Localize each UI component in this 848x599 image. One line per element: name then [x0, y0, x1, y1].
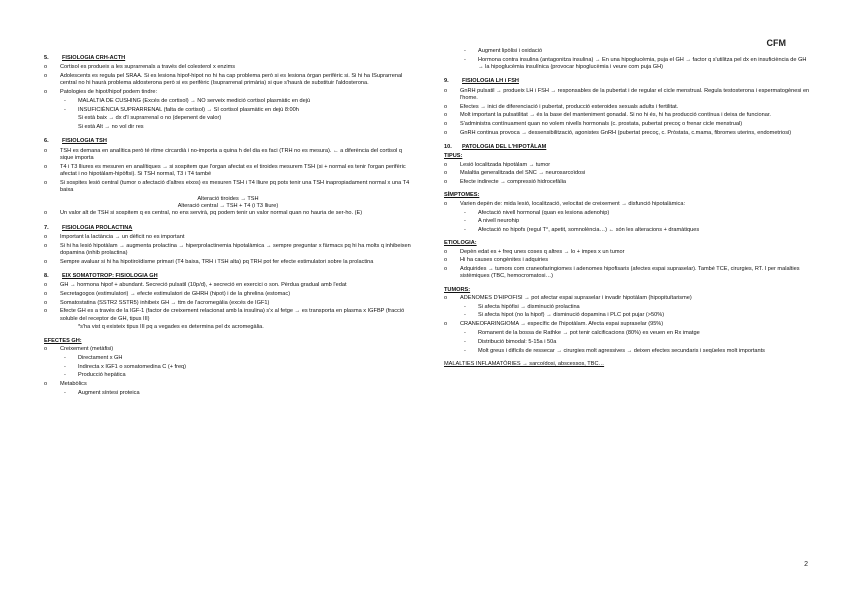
list-item: - Si afecta hipot (no la hipof) → disminució dopamina i PLC pot pujar (>50%)	[444, 312, 810, 319]
section-gh	[44, 273, 412, 332]
section-title: PATOLOGIA DEL L'HIPOTÀLAM	[462, 144, 547, 151]
centered-note: Alteració central → TSH + T4 (i T3 lliure)	[177, 203, 279, 210]
list-item: o T4 i T3 lliures es mesuren en analítiques → si sospitem que l'organ afectat es el tiroides mesurem TSH (si + normal es tenir l'organ perifèric afectat i no hipotàlam-hipòfisi). Si TSH normal, T3 i T4 també	[44, 164, 412, 179]
list-item: o Varien depèn de: mida lesió, localització, velocitat de creixement → disfunció hipotalàmica:	[444, 201, 810, 208]
list-item: o Lesió localitzada hipotàlam → tumor	[444, 162, 810, 169]
list-item: o GH → hormona hipof + abundant. Secreció pulsatil (10p/d), + secreció en exercici o son. Pèrdua gradual amb l'edat	[44, 282, 412, 289]
section-malalties-inflamatories	[444, 361, 810, 368]
list-item: o S'administra contínuament quan no volem nivells hormonals (c. prostata, pubertat precoç o frenar cicle menstrual)	[444, 121, 810, 128]
section-gh-continued	[444, 48, 810, 71]
list-item: o Adquirides → tumors com craneofaringiomes i adenomes hipofisaris (afectes espai supraselar). També TCE, cirurgies, RT. I per malalties sistèmiques (TBC, hemocromatosi…)	[444, 266, 810, 281]
list-item: - A nivell neurohip	[444, 218, 810, 225]
section-number: 5.	[44, 55, 49, 61]
section-efectes-gh	[44, 338, 412, 397]
section-title: FISIOLOGIA CRH-ACTH	[62, 55, 126, 61]
list-item: o GnRH pulsatil → produeix LH i FSH → responsables de la pubertat i de regular el cicle menstrual. Regula testosterona i espermatogènesi en l'home.	[444, 88, 810, 103]
list-item: Si està Alt → no vol dir res	[78, 124, 144, 131]
list-item: - Hormona contra insulina (antagonitza insulina) → En una hipoglucèmia, puja el GH → factor q s'utilitza pel dx en insuficiència de GH → la hipoglucèmia insulínica (provocar hipoglucèmia i veure com puja GH)	[444, 57, 810, 72]
brand-label: CFM	[766, 38, 786, 48]
section-tipus	[444, 153, 810, 186]
list-item: o TSH es demana en analítica però té ritme circardià i no-importa a quina h del dia es faci (TRH no es mesura). ← a diferència del cortisol q sique importa	[44, 148, 412, 163]
list-item: o Creixement (metàfisi)	[44, 346, 412, 353]
list-item: o Si hi ha lesió hipotàlam → augmenta prolactina → hiperprolactinemia hipotalàmica → sempre preguntar x fàrmacs pq hi ha molts q inhibeixen dopamina (inhib prolactina)	[44, 243, 412, 258]
section-number: 9.	[444, 78, 449, 85]
section-prolactina	[44, 225, 412, 266]
list-item: o Molt important la pulsatilitat → és la base del manteniment gonadal. Si no hi és, hi ha producció contínua i deixa de funcionar.	[444, 112, 810, 119]
subheading: SÍMPTOMES:	[444, 192, 480, 199]
list-item: o Sempre avaluar si hi ha hipotiroïdisme primari (T4 baixa, TRH i TSH alta) pq TRH pot fer efecte estimulatori sobre la prolactina	[44, 259, 412, 266]
list-item: - Indirecta x IGF1 o somatomedina C (+ freq)	[44, 364, 412, 371]
list-item: o Adolescents es regula pel SRAA. Si es lesiona hipof-hipot no hi ha cap problema però si es lesiona òrgan perifèric si. Si hi ha ISuprarrenal central no hi haurà problema aldosterona però si es perifèric (Isuprarrenal primària) si que s'haurà de substituir l'aldosterona.	[44, 73, 412, 88]
list-item: o Somatostatina (SSTR2 SSTR5) inhibeix GH → ttm de l'acromegàlia (excés de IGF1)	[44, 300, 412, 307]
section-tsh	[44, 138, 412, 217]
section-title: FISIOLOGIA LH i FSH	[462, 78, 519, 85]
section-number: 8.	[44, 272, 49, 279]
list-item: - Producció hepàtica	[44, 372, 412, 379]
section-title: EIX SOMATOTROP: FISIOLOGIA GH	[62, 272, 158, 279]
list-item: - Augment síntesi proteica	[44, 390, 412, 397]
subheading: EFECTES GH:	[44, 337, 82, 344]
list-item: o Depèn edat es + freq unes coses q altres → lo + impes x un tumor	[444, 249, 810, 256]
footnote: *s'ha vist q existeix tipus III pq a vegades es determina pel dx acromegàlia.	[78, 324, 264, 331]
list-item: o Cortisol es produeix a les suprarrenals a través del colesterol x enzims	[44, 64, 412, 71]
section-lh-fsh	[444, 78, 810, 137]
section-number: 7.	[44, 224, 49, 231]
section-etiologia	[444, 240, 810, 280]
list-item: o Metabòlics	[44, 381, 412, 388]
list-item: o Hi ha causes congènites i adquiries	[444, 257, 810, 264]
list-item: o Important la lactància → un dèficit no es important	[44, 234, 412, 241]
section-number: 10.	[444, 144, 452, 151]
list-item: o Malaltia generalitzada del SNC → neurosarcoïdosi	[444, 170, 810, 177]
section-tumors	[444, 287, 810, 355]
list-item: o Efectes → inici de diferenciació i pubertat, producció esteroides sexuals adults i fertilitat.	[444, 104, 810, 111]
list-item: o GnRH continua provoca → dessensibilització, agonistes GnRH (pubertat precoç, c. Pròstata, c.mama, fibromes uterins, endometriosi)	[444, 130, 810, 137]
section-title: FISIOLOGIA TSH	[62, 138, 107, 145]
list-item: o Efecte indirecte → compressió hidrocefàlia	[444, 179, 810, 186]
list-item: - Molt greus i difícils de ressecar → cirurgies molt agressives → deixen efectes secundaris i seqüeles molt importants	[444, 348, 810, 355]
list-item: - Afectació nivell hormonal (quan es lesiona adenohip)	[444, 210, 810, 217]
list-item: o CRANEOFARINGIOMA → específic de l'hipotàlam. Afecta espai supraselar (95%)	[444, 321, 810, 328]
subheading: MALALTIES INFLAMATÒRIES → sarcoïdosi, abscessos, TBC…	[444, 360, 605, 367]
list-item: o Secretagogos (estimulatori) → efecte estimulatori de GHRH (hipot) i de la ghrelina (estomac)	[44, 291, 412, 298]
subheading: ETIOLOGIA:	[444, 240, 477, 247]
list-item: o Patologies de hipot/hipof podem tindre:	[44, 89, 412, 96]
section-simptomes	[444, 192, 810, 234]
list-item: o Si sospites lesió central (tumor o afectació d'altres eixos) es mesuren TSH i T4 lliure pq pots tenir una TSH inapropiadament normal x una T4 baixa	[44, 180, 412, 195]
section-crh-acth	[44, 55, 412, 131]
list-item: - INSUFICIÈNCIA SUPRARRENAL (falta de cortisol) → SI cortisol plasmàtic en dejú 8:00h	[44, 107, 412, 114]
list-item: o Efecte GH es a través de la IGF-1 (factor de creixement relacionat amb la insulina) s'x al fetge → es transporta en plasma x IGFBP (fracció soluble del receptor de GH, tipus III)	[44, 308, 412, 323]
subheading: TUMORS:	[444, 286, 471, 293]
list-item: - Afectació no hipofs (regul T°, apetit, somnolència…) ← són les alteracions + dramàtiques	[444, 227, 810, 234]
page-number: 2	[804, 560, 808, 568]
right-column	[444, 48, 810, 369]
list-item: o ADENOMES D'HIPOFISI → pot afectar espai supraselar i invadir hipotàlam (hipopituïtarisme)	[444, 295, 810, 302]
centered-note: Alteració tiroides → TSH	[197, 195, 259, 202]
list-item: - Distribució bimodal: 5-15a i 50a	[444, 339, 810, 346]
section-title: FISIOLOGIA PROLACTINA	[62, 224, 133, 231]
section-patologia-hipotalam	[444, 144, 810, 151]
list-item: - Augment lipòlisi i oxidació	[444, 48, 810, 55]
subheading: TIPUS:	[444, 153, 463, 160]
section-number: 6.	[44, 138, 49, 145]
list-item: o Un valor alt de TSH si sospitem q es central, no ens servirà, pq podem tenir un valor normal quan no hauria de ser-ho. (E)	[44, 210, 412, 217]
left-column	[44, 48, 412, 399]
list-item: - Directament x GH	[44, 355, 412, 362]
list-item: - Romanent de la bossa de Rathke → pot tenir calcificacions (80%) es veuen en Rx imatge	[444, 330, 810, 337]
list-item: - Si afecta hipòfisi → disminució prolactina	[444, 304, 810, 311]
list-item: - MALALTIA DE CUSHING (Excés de cortisol) → NO serveix medició cortisol plasmàtic en dejú	[44, 98, 412, 105]
list-item: Si està baix → dx d'I suprarrenal o no (depenent de valor)	[78, 115, 222, 122]
